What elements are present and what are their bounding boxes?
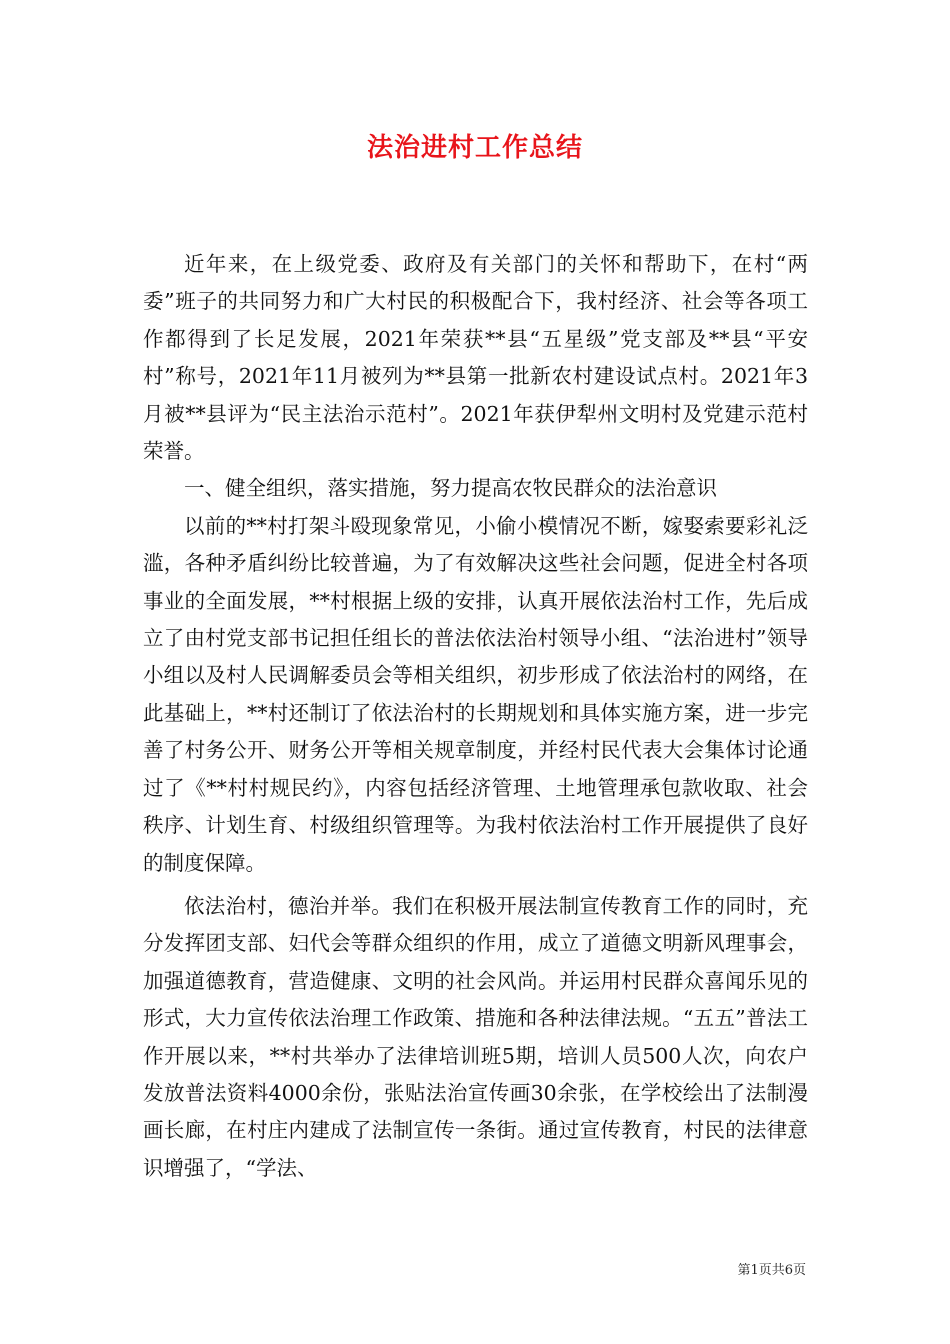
paragraph-organization: 以前的**村打架斗殴现象常见，小偷小模情况不断，嫁娶索要彩礼泛滥，各种矛盾纠纷比较普遍，为了有效解决这些社会问题，促进全村各项事业的全面发展，**村根据上级的安排，认真开展依法治村工作，先后成立了由村党支部书记担任组长的普法依法治村领导小组、“法治进村”领导小组以及村人民调解委员会等相关组织，初步形成了依法治村的网络，在此基础上，**村还制订了依法治村的长期规划和具体实施方案，进一步完善了村务公开、财务公开等相关规章制度，并经村民代表大会集体讨论通过了《**村村规民约》，内容包括经济管理、土地管理承包款收取、社会秩序、计划生育、村级组织管理等。为我村依法治村工作开展提供了良好的制度保障。 [143, 513, 808, 875]
paragraph-rule-of-law: 依法治村，德治并举。我们在积极开展法制宣传教育工作的同时，充分发挥团支部、妇代会等群众组织的作用，成立了道德文明新风理事会，加强道德教育，营造健康、文明的社会风尚。并运用村民群众喜闻乐见的形式，大力宣传依法治理工作政策、措施和各种法律法规。“五五”普法工作开展以来，**村共举办了法律培训班5期，培训人员500人次，向农户发放普法资料4000余份，张贴法治宣传画30余张，在学校绘出了法制漫画长廊，在村庄内建成了法制宣传一条街。通过宣传教育，村民的法律意识增强了，“学法、 [143, 893, 808, 1180]
document-title: 法治进村工作总结 [366, 133, 583, 163]
paragraph-intro: 近年来，在上级党委、政府及有关部门的关怀和帮助下，在村“两委”班子的共同努力和广大村民的积极配合下，我村经济、社会等各项工作都得到了长足发展，2021年荣获**县“五星级”党支部及**县“平安村”称号，2021年11月被列为**县第一批新农村建设试点村。2021年3月被**县评为“民主法治示范村”。2021年获伊犁州文明村及党建示范村荣誉。 [143, 252, 808, 464]
section-heading-1: 一、健全组织，落实措施，努力提高农牧民群众的法治意识 [184, 476, 717, 501]
document-body [143, 246, 808, 1187]
page-number: 第1页共6页 [737, 1263, 806, 1278]
